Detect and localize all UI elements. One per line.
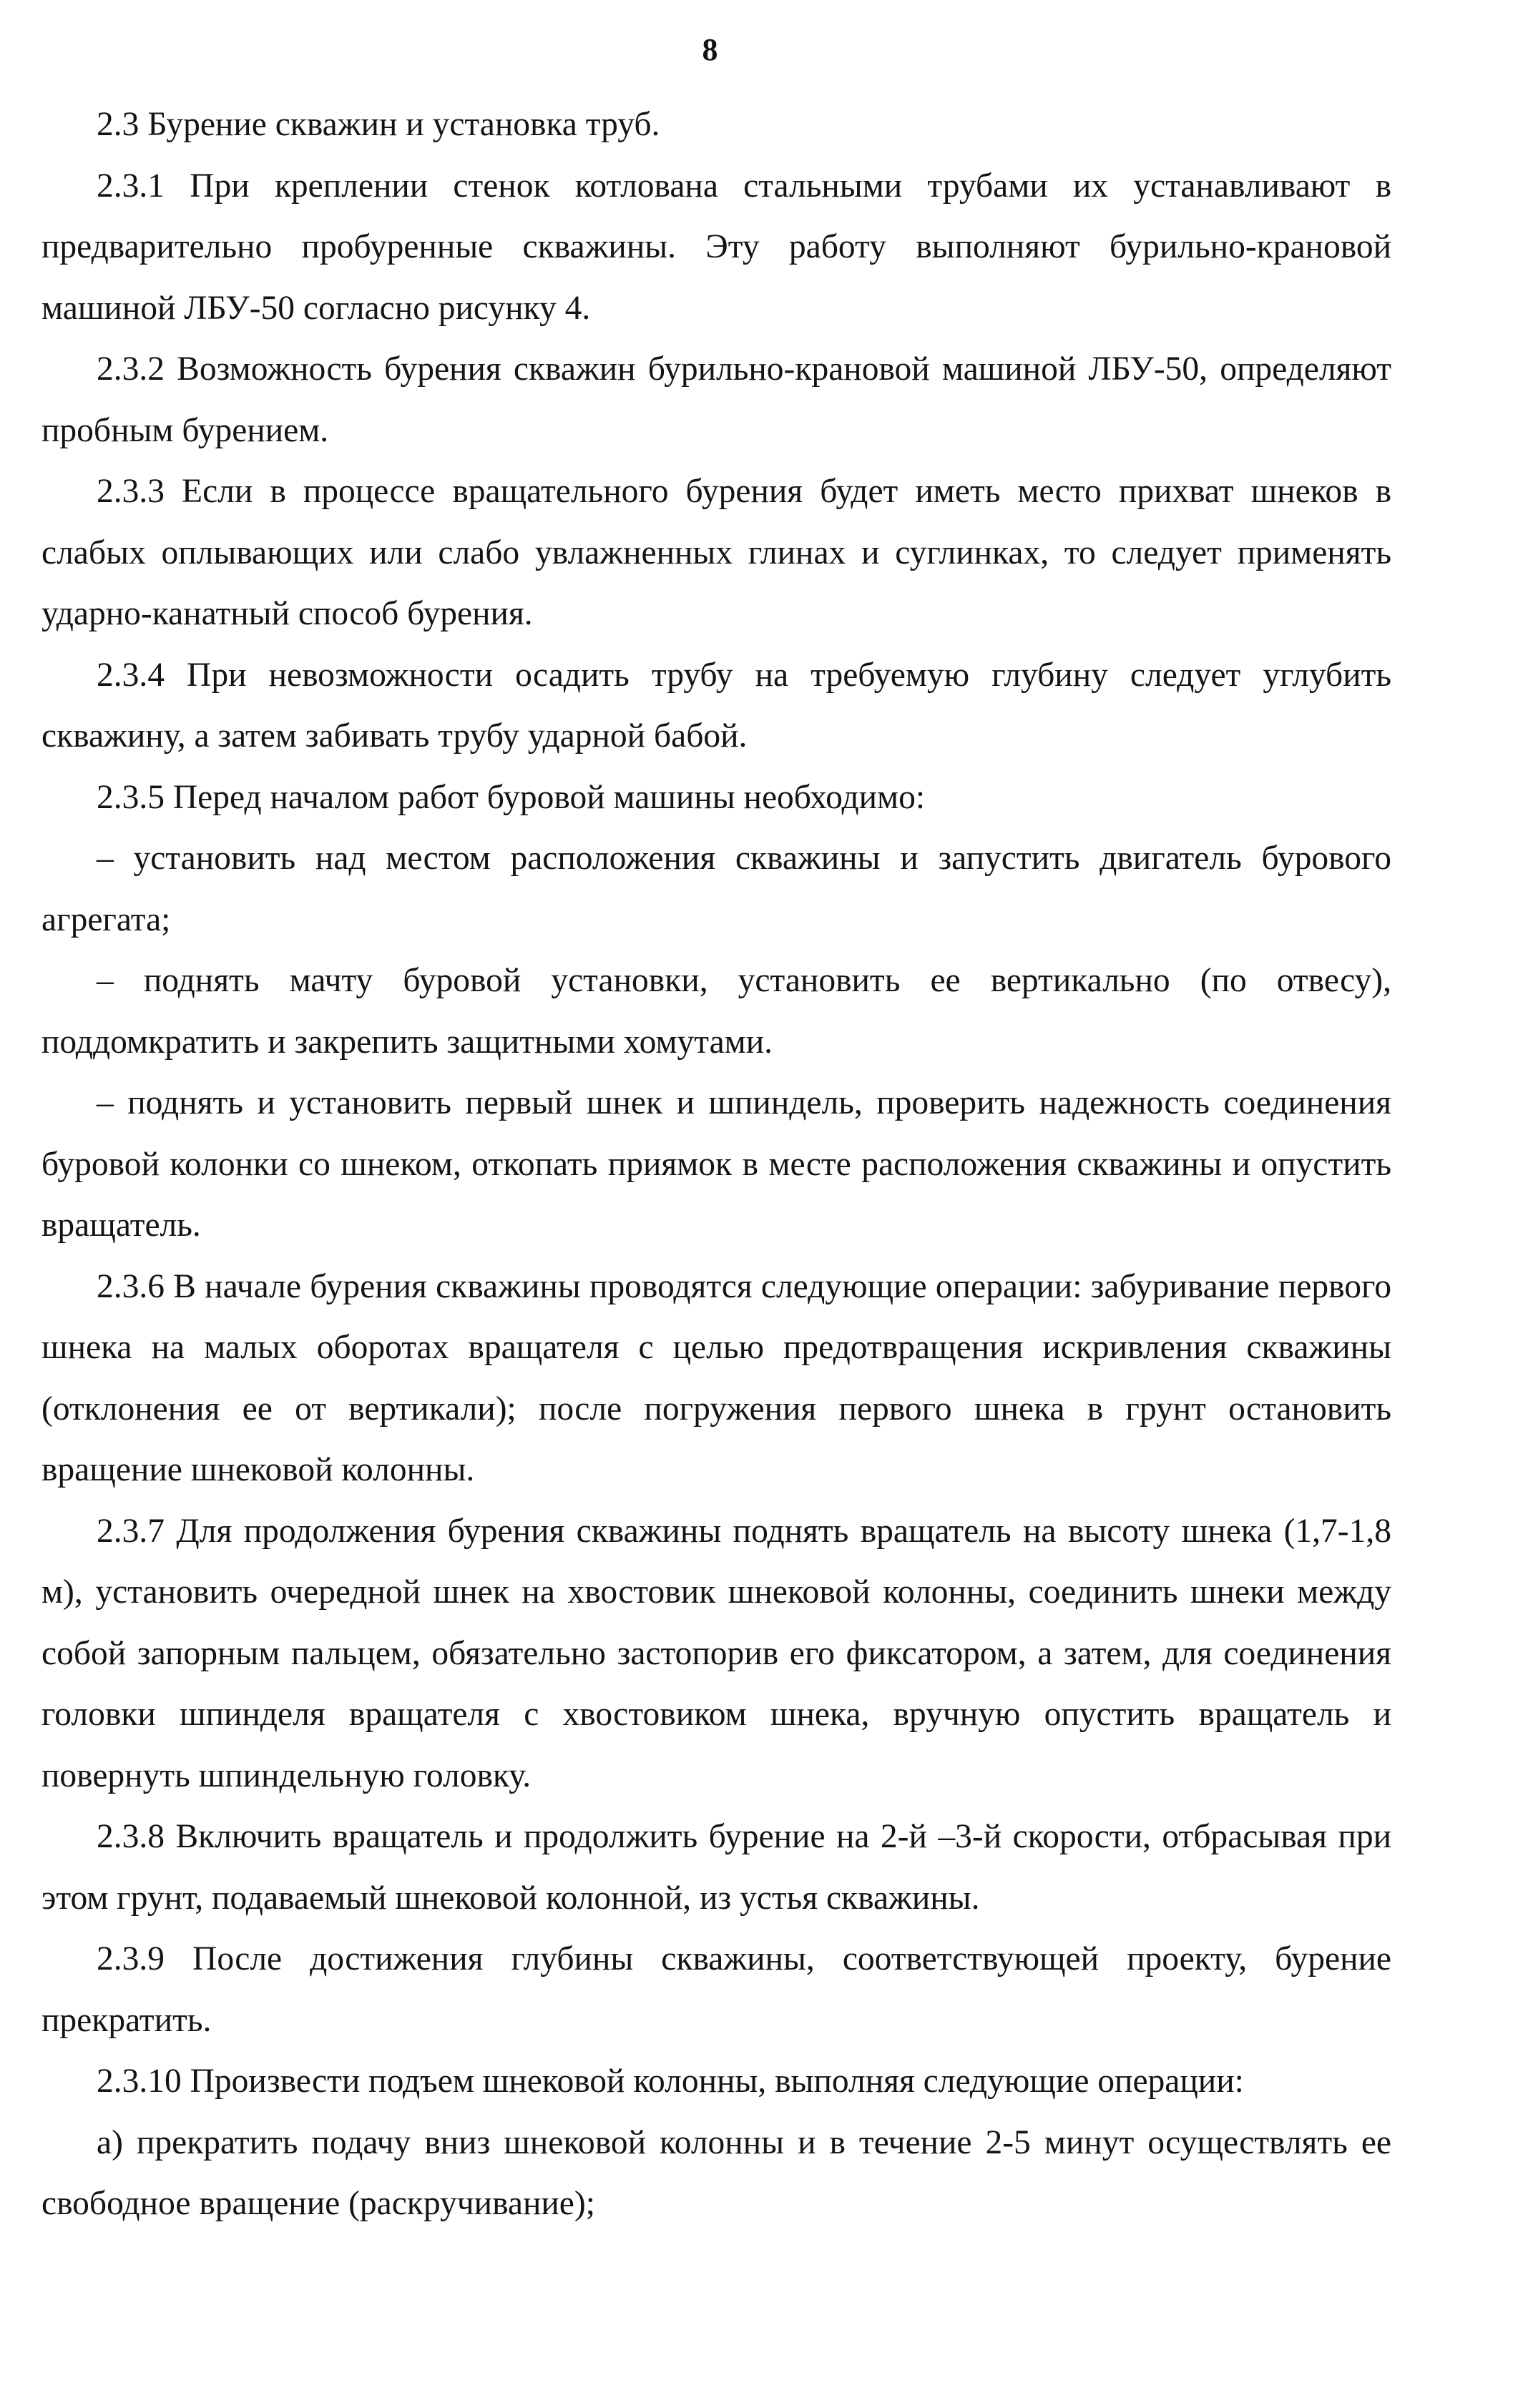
paragraph-2-3-7: 2.3.7 Для продолжения бурения скважины поднять вращатель на высоту шнека (1,7-1,8 м), установить очередной шнек на хвостовик шнековой колонны, соединить шнеки между собой запорным пальцем, обязательно застопорив его фиксатором, а затем, для соединения головки шпинделя вращателя с хвостовиком шнека, вручную опустить вращатель и повернуть шпиндельную головку. — [41, 1512, 1391, 1794]
paragraph-2-3-9: 2.3.9 После достижения глубины скважины, соответствующей проекту, бурение прекратить. — [41, 1940, 1391, 2039]
body-text — [41, 94, 1391, 2235]
paragraph-2-3-4: 2.3.4 При невозможности осадить трубу на требуемую глубину следует углубить скважину, а затем забивать трубу ударной бабой. — [41, 656, 1391, 755]
paragraph-2-3-5: 2.3.5 Перед началом работ буровой машины необходимо: — [97, 778, 926, 816]
paragraph-2-3-2: 2.3.2 Возможность бурения скважин бурильно-крановой машиной ЛБУ-50, определяют пробным бурением. — [41, 350, 1391, 449]
page-number: 8 — [702, 32, 718, 67]
paragraph-2-3-10: 2.3.10 Произвести подъем шнековой колонны, выполняя следующие операции: — [97, 2063, 1244, 2100]
list-item: – установить над местом расположения скважины и запустить двигатель бурового агрегата; — [41, 840, 1391, 938]
list-item: а) прекратить подачу вниз шнековой колонны и в течение 2-5 минут осуществлять ее свободное вращение (раскручивание); — [41, 2123, 1391, 2222]
list-item: – поднять мачту буровой установки, установить ее вертикально (по отвесу), поддомкратить и закрепить защитными хомутами. — [41, 962, 1391, 1061]
section-heading: 2.3 Бурение скважин и установка труб. — [97, 106, 660, 143]
paragraph-2-3-8: 2.3.8 Включить вращатель и продолжить бурение на 2-й –3-й скорости, отбрасывая при этом грунт, подаваемый шнековой колонной, из устья скважины. — [41, 1818, 1391, 1917]
list-item: – поднять и установить первый шнек и шпиндель, проверить надежность соединения буровой колонки со шнеком, откопать приямок в месте расположения скважины и опустить вращатель. — [41, 1084, 1391, 1244]
paragraph-2-3-3: 2.3.3 Если в процессе вращательного бурения будет иметь место прихват шнеков в слабых оплывающих или слабо увлажненных глинах и суглинках, то следует применять ударно-канатный способ бурения. — [41, 473, 1391, 632]
paragraph-2-3-1: 2.3.1 При креплении стенок котлована стальными трубами их устанавливают в предварительно пробуренные скважины. Эту работу выполняют бурильно-крановой машиной ЛБУ-50 согласно рисунку 4. — [41, 167, 1391, 327]
paragraph-2-3-6: 2.3.6 В начале бурения скважины проводятся следующие операции: забуривание первого шнека на малых оборотах вращателя с целью предотвращения искривления скважины (отклонения ее от вертикали); после погружения первого шнека в грунт остановить вращение шнековой колонны. — [41, 1267, 1391, 1488]
